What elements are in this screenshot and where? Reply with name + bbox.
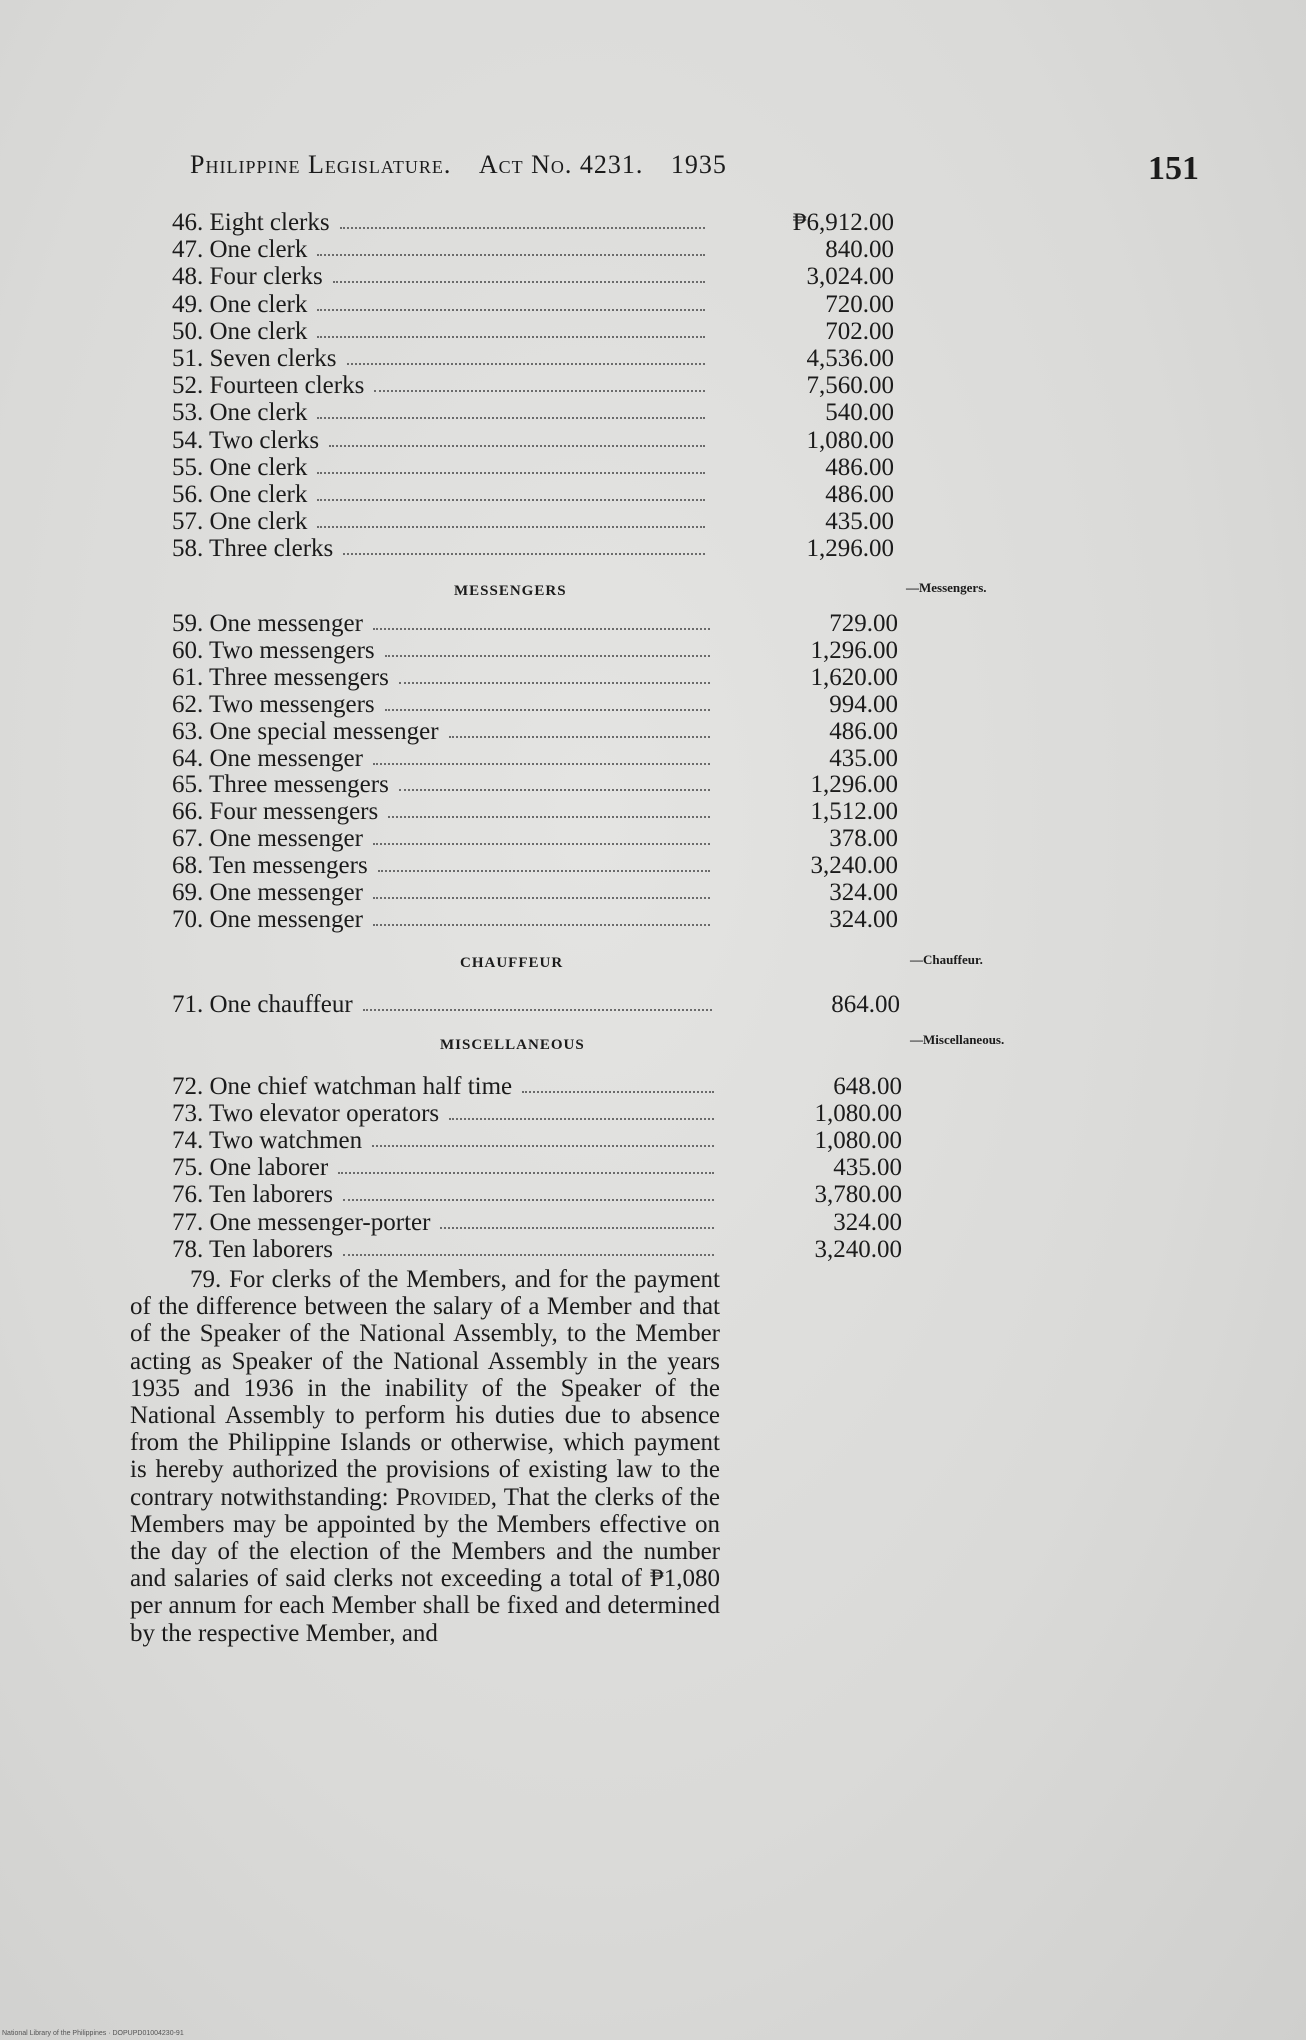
line-item-amount: 3,024.00	[806, 263, 894, 291]
line-item-label: 76. Ten laborers	[172, 1181, 333, 1209]
line-item	[172, 879, 710, 906]
line-item	[172, 454, 705, 481]
line-item	[172, 1181, 714, 1208]
dot-leader	[373, 897, 710, 899]
dot-leader	[440, 1227, 714, 1229]
line-item-amount: 3,240.00	[810, 852, 898, 880]
dot-leader	[385, 655, 710, 657]
line-item	[172, 1127, 714, 1154]
dot-leader	[449, 736, 710, 738]
line-item-label: 60. Two messengers	[172, 636, 375, 664]
line-item-label: 55. One clerk	[172, 453, 308, 481]
line-item	[172, 427, 705, 454]
dot-leader	[522, 1091, 714, 1093]
line-item-amount: 435.00	[829, 744, 898, 772]
chauffeur-side-note: —Chauffeur.	[910, 952, 983, 967]
dot-leader	[373, 843, 710, 845]
dot-leader	[374, 390, 705, 392]
line-item	[172, 1073, 714, 1100]
page-number: 151	[1148, 150, 1199, 187]
line-item-label: 78. Ten laborers	[172, 1235, 333, 1263]
line-item	[172, 1100, 714, 1127]
line-item	[172, 825, 710, 852]
line-item-amount: 840.00	[825, 236, 894, 264]
dot-leader	[317, 336, 705, 338]
line-item-amount: 540.00	[825, 399, 894, 427]
dot-leader	[373, 924, 710, 926]
dot-leader	[338, 1172, 714, 1174]
line-item-label: 73. Two elevator operators	[172, 1100, 440, 1128]
line-item-label: 54. Two clerks	[172, 426, 320, 454]
line-item-label: 50. One clerk	[172, 317, 308, 345]
line-item-amount: 648.00	[833, 1073, 902, 1100]
line-item-label: 72. One chief watchman half time	[172, 1073, 513, 1100]
line-item-label: 59. One messenger	[172, 610, 363, 637]
line-item-amount: 1,296.00	[806, 535, 894, 563]
proviso-keyword: Provided	[395, 1483, 491, 1511]
line-item	[172, 664, 710, 691]
line-item	[172, 745, 710, 772]
line-item-amount: 3,780.00	[814, 1181, 902, 1209]
line-item	[172, 1154, 714, 1181]
line-item	[172, 263, 705, 290]
line-item-amount: 378.00	[829, 825, 898, 853]
dot-leader	[317, 417, 705, 419]
dot-leader	[317, 526, 705, 528]
line-item	[172, 798, 710, 825]
line-item-label: 48. Four clerks	[172, 263, 323, 291]
dot-leader	[449, 1118, 714, 1120]
line-item-label: 66. Four messengers	[172, 798, 379, 826]
dot-leader	[373, 628, 710, 630]
dot-leader	[317, 309, 705, 311]
dot-leader	[340, 227, 705, 229]
line-item	[172, 610, 710, 637]
line-item	[172, 345, 705, 372]
line-item-amount: 1,080.00	[814, 1100, 902, 1128]
line-item-amount: 1,080.00	[814, 1127, 902, 1155]
line-item	[172, 1236, 714, 1263]
line-item-amount: 486.00	[825, 453, 894, 481]
line-item-amount: 435.00	[825, 508, 894, 536]
dot-leader	[343, 553, 705, 555]
line-item	[172, 718, 710, 745]
paragraph-79	[130, 1266, 720, 1647]
line-item-amount: ₱6,912.00	[792, 209, 894, 236]
line-item-amount: 702.00	[825, 317, 894, 345]
line-item-amount: 1,296.00	[810, 771, 898, 799]
line-item-label: 46. Eight clerks	[172, 209, 330, 236]
running-header	[190, 150, 747, 180]
line-item-amount: 1,512.00	[810, 798, 898, 826]
line-item-amount: 1,620.00	[810, 663, 898, 691]
line-item-label: 75. One laborer	[172, 1154, 329, 1182]
archive-footer: National Library of the Philippines · DOPUPD01004230-91	[2, 2030, 184, 2037]
line-item-amount: 486.00	[825, 481, 894, 508]
line-item-label: 70. One messenger	[172, 905, 363, 933]
dot-leader	[372, 1145, 714, 1147]
dot-leader	[399, 682, 710, 684]
line-item	[172, 535, 705, 562]
line-item	[172, 236, 705, 263]
chauffeur-heading: CHAUFFEUR	[460, 955, 564, 971]
line-item	[172, 291, 705, 318]
line-item-amount: 1,080.00	[806, 426, 894, 454]
line-item-label: 56. One clerk	[172, 481, 308, 508]
dot-leader	[329, 445, 705, 447]
line-item-amount: 1,296.00	[810, 636, 898, 664]
paragraph-79-text: 79. For clerks of the Members, and for the payment of the difference between the salary of a Member and that of the Speaker of the National Assembly, to the Member acting as Speaker of the National Assembly in the years 1935 and 1936 in the inability of the Speaker of the National Assembly to perform his duties due to absence from the Philippine Islands or otherwise, which payment is hereby authorized the provisions of existing law to the contrary notwithstanding:	[130, 1266, 720, 1511]
line-item-amount: 729.00	[829, 610, 898, 637]
line-item-label: 47. One clerk	[172, 236, 308, 264]
line-item-amount: 324.00	[833, 1208, 902, 1236]
line-item-amount: 486.00	[829, 717, 898, 745]
line-item-label: 65. Three messengers	[172, 771, 389, 799]
dot-leader	[373, 763, 710, 765]
dot-leader	[399, 789, 710, 791]
line-item-label: 74. Two watchmen	[172, 1127, 363, 1155]
dot-leader	[343, 1254, 714, 1256]
line-item-label: 63. One special messenger	[172, 717, 439, 745]
dot-leader	[363, 1009, 712, 1011]
line-item-amount: 720.00	[825, 290, 894, 318]
line-item-amount: 994.00	[829, 690, 898, 718]
line-item-label: 64. One messenger	[172, 744, 363, 772]
line-item	[172, 691, 710, 718]
line-item	[172, 906, 710, 933]
line-item-label: 69. One messenger	[172, 879, 363, 906]
line-item-label: 62. Two messengers	[172, 690, 375, 718]
line-item-label: 77. One messenger-porter	[172, 1208, 431, 1236]
line-item	[172, 481, 705, 508]
line-item-label: 53. One clerk	[172, 399, 308, 427]
dot-leader	[343, 1199, 714, 1201]
line-item	[172, 508, 705, 535]
line-item-amount: 864.00	[831, 991, 900, 1018]
dot-leader	[378, 870, 710, 872]
line-item-label: 52. Fourteen clerks	[172, 372, 365, 400]
line-item	[172, 209, 705, 236]
running-head-title: Philippine Legislature.	[190, 150, 452, 179]
line-item-label: 58. Three clerks	[172, 535, 334, 563]
dot-leader	[317, 499, 705, 501]
line-item-amount: 324.00	[829, 905, 898, 933]
dot-leader	[333, 281, 705, 283]
dot-leader	[317, 254, 705, 256]
dot-leader	[317, 472, 705, 474]
line-item	[172, 1209, 714, 1236]
line-item-amount: 4,536.00	[806, 345, 894, 372]
act-number: Act No. 4231.	[478, 150, 644, 179]
line-item	[172, 771, 710, 798]
line-item	[172, 399, 705, 426]
act-year: 1935	[670, 150, 727, 179]
line-item	[172, 637, 710, 664]
line-item	[172, 991, 712, 1018]
miscellaneous-heading: MISCELLANEOUS	[440, 1037, 585, 1053]
line-item	[172, 372, 705, 399]
line-item-amount: 324.00	[829, 879, 898, 906]
line-item-label: 51. Seven clerks	[172, 345, 337, 372]
dot-leader	[347, 363, 705, 365]
line-item-label: 57. One clerk	[172, 508, 308, 536]
line-item	[172, 852, 710, 879]
line-item	[172, 318, 705, 345]
messengers-side-note: —Messengers.	[906, 580, 987, 595]
line-item-amount: 3,240.00	[814, 1235, 902, 1263]
line-item-label: 68. Ten messengers	[172, 852, 368, 880]
messengers-heading: MESSENGERS	[454, 583, 567, 599]
dot-leader	[388, 816, 710, 818]
line-item-label: 67. One messenger	[172, 825, 363, 853]
line-item-amount: 7,560.00	[806, 372, 894, 400]
line-item-label: 71. One chauffeur	[172, 991, 353, 1018]
paragraph-79-proviso-text: , That the clerks of the Members may be appointed by the Members effective on the day of the election of the Members and the number and salaries of said clerks not exceeding a total of ₱1,080 per annum for each Member shall be fixed and determined by the respective Member, and	[130, 1483, 720, 1647]
line-item-label: 61. Three messengers	[172, 663, 389, 691]
miscellaneous-side-note: —Miscellaneous.	[910, 1032, 1005, 1047]
dot-leader	[385, 709, 710, 711]
line-item-label: 49. One clerk	[172, 290, 308, 318]
line-item-amount: 435.00	[833, 1154, 902, 1182]
